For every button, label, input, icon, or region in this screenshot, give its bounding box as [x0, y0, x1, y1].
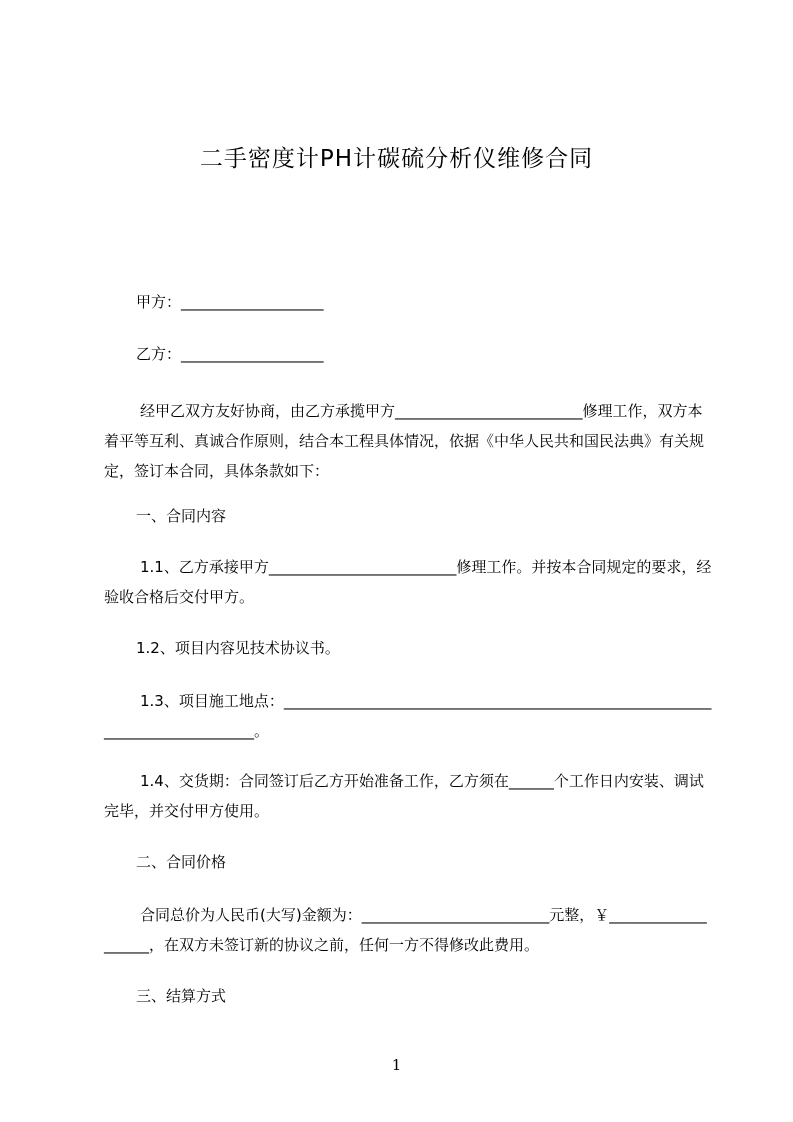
party-a-line: 甲方：___________________	[136, 293, 324, 311]
clause-1-3: 1.3、项目施工地点：_____________________________________________________________________________。	[104, 692, 712, 740]
clause-1-2: 1.2、项目内容见技术协议书。	[136, 639, 340, 657]
section-heading-contract-content: 一、合同内容	[136, 507, 227, 525]
party-b-line: 乙方：___________________	[136, 345, 324, 363]
section-heading-settlement: 三、结算方式	[136, 987, 227, 1005]
clause-1-1: 1.1、乙方承接甲方_________________________修理工作。并按本合同规定的要求，经验收合格后交付甲方。	[104, 558, 712, 606]
clause-1-4: 1.4、交货期：合同签订后乙方开始准备工作，乙方须在______个工作日内安装、调试完毕，并交付甲方使用。	[104, 772, 704, 820]
document-title: 二手密度计PH计碳硫分析仪维修合同	[199, 146, 594, 172]
page-number: 1	[391, 1056, 402, 1074]
section-heading-contract-price: 二、合同价格	[136, 853, 227, 871]
price-paragraph: 合同总价为人民币(大写)金额为：_________________________元整，￥___________________，在双方未签订新的协议之前，任何一方不得修改此费用。	[104, 906, 707, 954]
intro-paragraph: 经甲乙双方友好协商，由乙方承揽甲方_________________________修理工作，双方本着平等互利、真诚合作原则，结合本工程具体情况，依据《中华人民共和国民法典》有关规定，签订本合同，具体条款如下：	[104, 402, 705, 480]
